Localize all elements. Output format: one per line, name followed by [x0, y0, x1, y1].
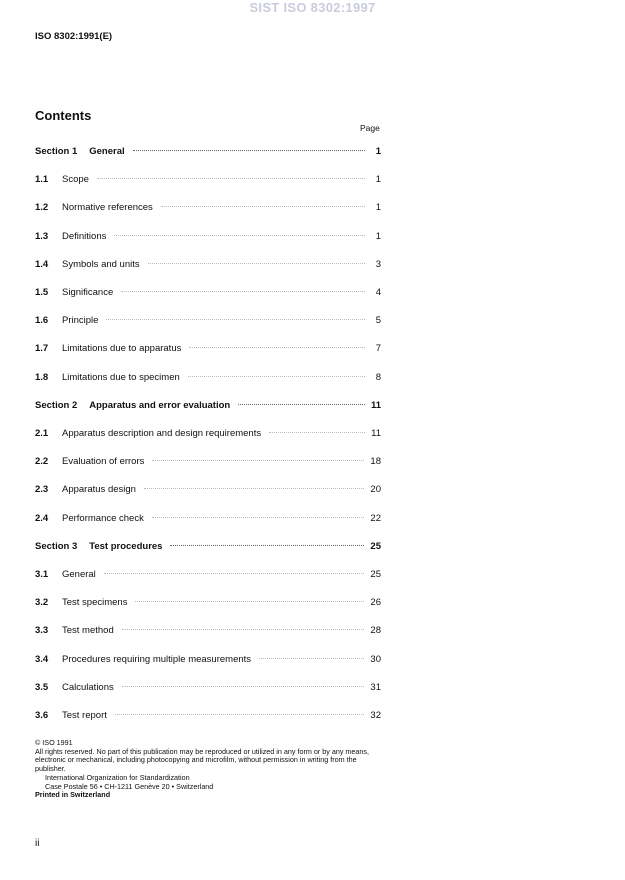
toc-page-number: 32: [370, 710, 381, 721]
toc-page-number: 7: [375, 343, 381, 355]
toc-entry-row: [35, 259, 381, 270]
toc-entry-row: [35, 625, 381, 636]
toc-entry-number: 2.2: [35, 456, 49, 468]
toc-entry-number: 3.4: [35, 653, 49, 665]
toc-entry-row: [35, 654, 381, 665]
toc-entry-number: 1.4: [35, 258, 49, 270]
copyright-notice: [35, 739, 380, 800]
toc-entry-number: 1.6: [35, 315, 49, 327]
toc-entry-title: Test specimens: [62, 597, 128, 609]
toc-section-number: Section 2: [35, 399, 78, 411]
toc-entry-row: [35, 569, 381, 580]
dot-leader: [106, 318, 365, 320]
toc-page-number: 1: [375, 230, 381, 242]
toc-entry-title: Limitations due to apparatus: [62, 343, 182, 355]
toc-section-row: [35, 146, 381, 157]
toc-entry-row: [35, 315, 381, 326]
toc-entry-title: Symbols and units: [62, 258, 140, 270]
toc-entry-title: Principle: [62, 315, 99, 327]
page-column-label: Page: [360, 123, 380, 133]
dot-leader: [115, 713, 365, 715]
toc-page-number: 26: [370, 597, 381, 609]
toc-entry-number: 3.3: [35, 625, 49, 637]
toc-entry-title: Calculations: [62, 681, 114, 693]
toc-entry-number: 3.5: [35, 681, 49, 693]
toc-page-number: 22: [370, 512, 381, 524]
toc-entry-row: [35, 484, 381, 495]
toc-entry-title: Significance: [62, 287, 114, 298]
dot-leader: [189, 346, 365, 348]
toc-entry-number: 1.3: [35, 230, 49, 242]
toc-entry-row: [35, 428, 381, 439]
toc-entry-row: [35, 597, 381, 608]
toc-entry-title: Test method: [62, 625, 114, 637]
toc-entry-row: [35, 513, 381, 524]
toc-page-number: 30: [370, 653, 381, 665]
toc-entry-number: 1.5: [35, 287, 49, 298]
dot-leader: [144, 487, 364, 489]
toc-entry-row: [35, 682, 381, 693]
toc-section-heading: [35, 146, 125, 157]
dot-leader: [122, 628, 365, 630]
dot-leader: [269, 431, 365, 433]
toc-page-number: 1: [375, 174, 381, 186]
toc-entry-number: 1.1: [35, 174, 49, 186]
toc-page-number: 11: [371, 428, 381, 439]
toc-entry-row: [35, 202, 381, 213]
toc-section-number: Section 1: [35, 146, 78, 157]
toc-entry-title: General: [62, 569, 96, 580]
dot-leader: [238, 403, 365, 405]
toc-entry-number: 2.1: [35, 428, 49, 439]
dot-leader: [259, 657, 364, 659]
page-number: ii: [35, 838, 40, 849]
organization-address: Case Postale 56 • CH-1211 Genève 20 • Switzerland: [45, 781, 214, 791]
toc-section-title: Apparatus and error evaluation: [89, 399, 231, 411]
toc-page-number: 8: [375, 371, 381, 383]
dot-leader: [152, 516, 365, 518]
rights-statement: All rights reserved. No part of this publication may be reproduced or utilized in any form or by any means, electronic or mechanical, including photocopying and microfilm, without permission in writing from the publisher.: [35, 746, 369, 774]
toc-section-title: General: [89, 146, 125, 157]
printed-in: Printed in Switzerland: [35, 790, 111, 800]
toc-entry-row: [35, 287, 381, 298]
toc-section-heading: [35, 400, 230, 411]
dot-leader: [161, 205, 365, 207]
toc-entry-title: Limitations due to specimen: [62, 371, 180, 383]
dot-leader: [97, 177, 365, 179]
contents-heading: Contents: [35, 108, 92, 123]
toc-page-number: 1: [375, 146, 381, 157]
toc-section-heading: [35, 541, 162, 552]
toc-entry-number: 2.4: [35, 512, 49, 524]
toc-entry-title: Test report: [62, 710, 107, 721]
dot-leader: [121, 290, 365, 292]
toc-entry-number: 3.6: [35, 710, 49, 721]
toc-entry-row: [35, 231, 381, 242]
dot-leader: [104, 572, 365, 574]
document-id: ISO 8302:1991(E): [35, 31, 113, 42]
toc-page-number: 5: [375, 315, 381, 327]
toc-page-number: 20: [370, 484, 381, 496]
toc-entry-number: 1.2: [35, 202, 49, 214]
toc-entry-title: Procedures requiring multiple measurements: [62, 653, 252, 665]
toc-page-number: 3: [375, 258, 381, 270]
toc-section-row: [35, 400, 381, 411]
toc-page-number: 25: [370, 540, 381, 552]
toc-entry-number: 1.7: [35, 343, 49, 355]
toc-page-number: 1: [375, 202, 381, 214]
toc-page-number: 31: [370, 681, 381, 693]
toc-section-title: Test procedures: [89, 540, 163, 552]
toc-page-number: 28: [370, 625, 381, 637]
toc-page-number: 18: [370, 456, 381, 468]
toc-entry-title: Performance check: [62, 512, 144, 524]
toc-section-row: [35, 541, 381, 552]
toc-entry-title: Definitions: [62, 230, 107, 242]
toc-entry-title: Scope: [62, 174, 89, 186]
copyright-line: © ISO 1991: [35, 738, 73, 747]
toc-entry-number: 1.8: [35, 371, 49, 383]
dot-leader: [148, 262, 365, 264]
toc-entry-row: [35, 174, 381, 185]
toc-entry-row: [35, 343, 381, 354]
toc-page-number: 4: [375, 287, 381, 298]
dot-leader: [133, 149, 365, 151]
toc-entry-row: [35, 372, 381, 383]
toc-entry-title: Normative references: [62, 202, 153, 214]
dot-leader: [122, 685, 365, 687]
toc-entry-row: [35, 456, 381, 467]
dot-leader: [188, 375, 365, 377]
toc-entry-title: Apparatus design: [62, 484, 136, 496]
toc-entry-row: [35, 710, 381, 721]
toc-section-number: Section 3: [35, 540, 78, 552]
organization-name: International Organization for Standardization: [45, 772, 190, 782]
toc-entry-number: 3.1: [35, 569, 49, 580]
dot-leader: [114, 234, 365, 236]
watermark: SIST ISO 8302:1997: [249, 0, 376, 15]
toc-page-number: 11: [370, 399, 381, 411]
toc-page-number: 25: [370, 569, 381, 580]
toc-entry-title: Evaluation of errors: [62, 456, 145, 468]
toc-entry-number: 3.2: [35, 597, 49, 609]
dot-leader: [170, 544, 364, 546]
toc-entry-number: 2.3: [35, 484, 49, 496]
dot-leader: [152, 459, 364, 461]
toc-entry-title: Apparatus description and design requirements: [62, 428, 262, 439]
dot-leader: [135, 600, 364, 602]
